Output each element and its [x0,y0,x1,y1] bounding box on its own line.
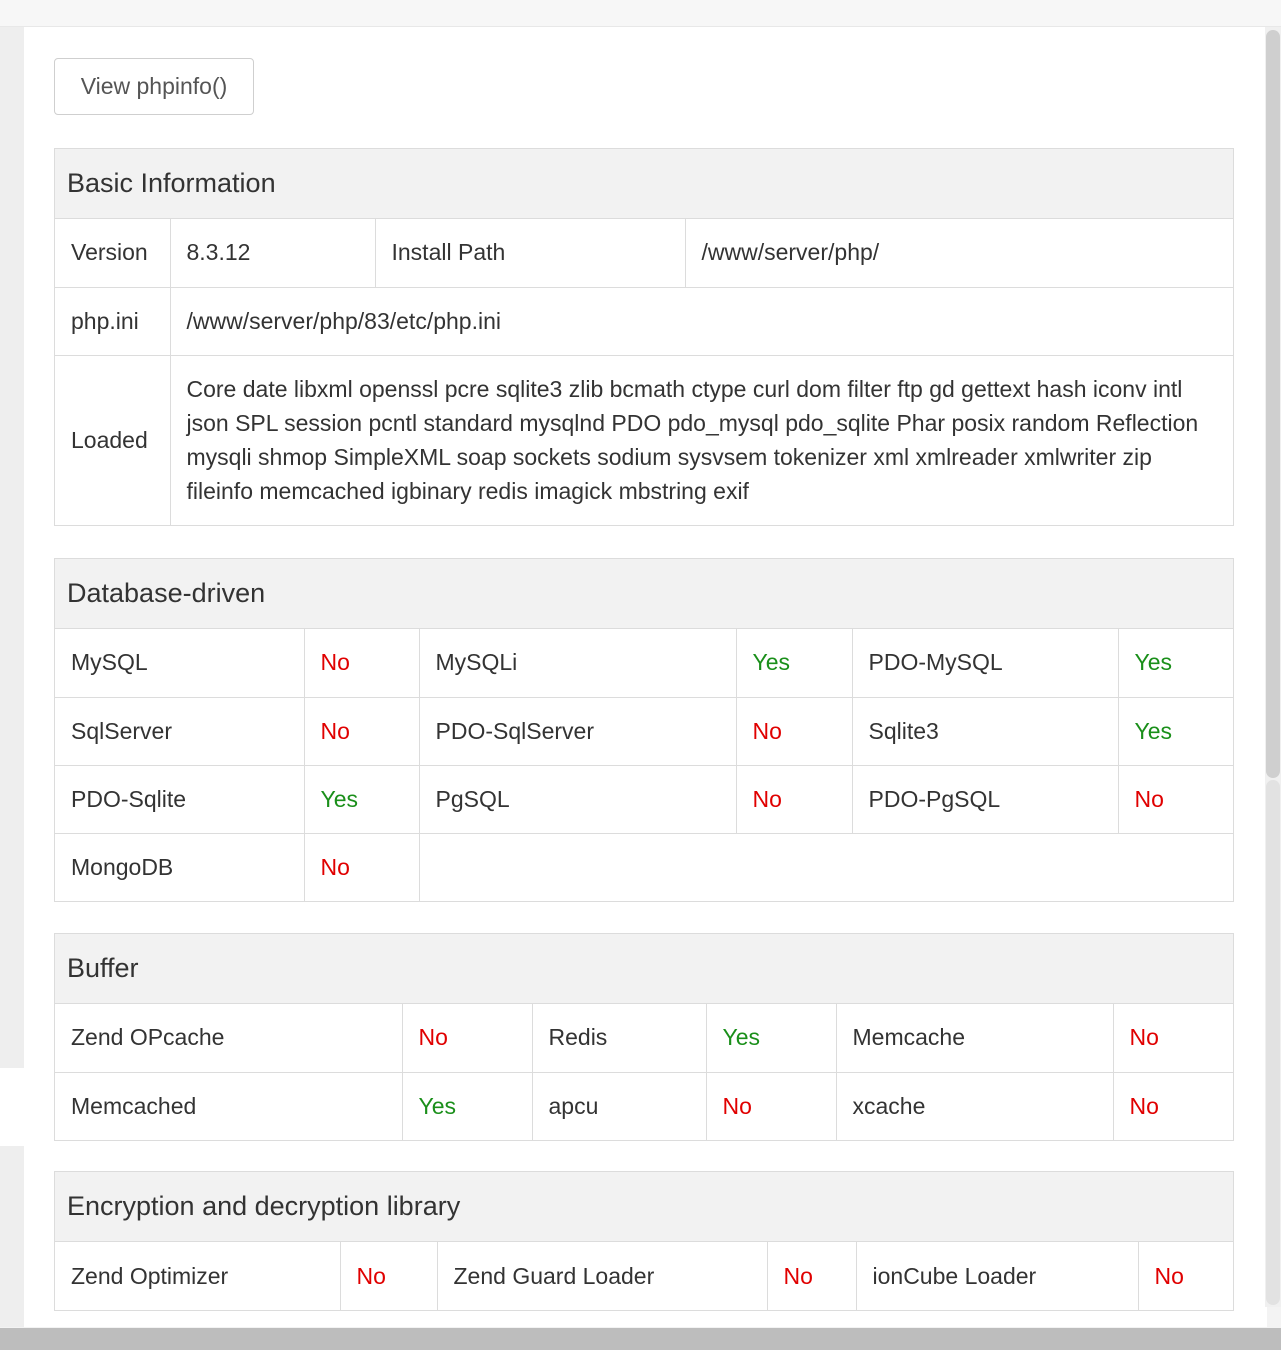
ext-status: Yes [304,765,419,833]
ext-name: MongoDB [55,833,304,901]
install-path-value: /www/server/php/ [685,219,1233,287]
scrollbar-track-lower [1266,780,1280,1305]
ext-name: PgSQL [419,765,736,833]
ext-status: No [1113,1004,1233,1072]
section-title: Basic Information [55,149,1233,219]
basic-info-table [55,219,1233,525]
ext-status: No [304,629,419,697]
ext-name: SqlServer [55,697,304,765]
ext-name: apcu [532,1072,706,1140]
phpini-value: /www/server/php/83/etc/php.ini [170,287,1233,355]
ext-status: No [767,1242,856,1310]
empty-cell [419,833,1233,901]
ext-name: PDO-SqlServer [419,697,736,765]
basic-information-section [54,148,1234,526]
table-row [55,629,1233,697]
ext-name: Zend OPcache [55,1004,402,1072]
version-value: 8.3.12 [170,219,375,287]
ext-name: MySQL [55,629,304,697]
ext-status: No [304,697,419,765]
encryption-table [55,1242,1233,1310]
ext-name: Memcached [55,1072,402,1140]
ext-name: Sqlite3 [852,697,1118,765]
ext-name: PDO-MySQL [852,629,1118,697]
left-gutter-gap [0,1068,24,1146]
section-title: Encryption and decryption library [55,1172,1233,1242]
ext-status: No [1154,1262,1184,1289]
ext-status: No [1118,765,1233,833]
ext-status: Yes [1118,629,1233,697]
table-row [55,355,1233,525]
encryption-library-section [54,1171,1234,1311]
table-row [55,287,1233,355]
ext-status: No [706,1072,836,1140]
view-phpinfo-button[interactable]: View phpinfo() [54,58,254,115]
ext-name: Redis [532,1004,706,1072]
scrollbar-thumb[interactable] [1266,30,1280,778]
section-title: Database-driven [55,559,1233,629]
ext-status: Yes [736,629,852,697]
ext-name: MySQLi [419,629,736,697]
php-info-panel [24,27,1267,1327]
version-label: Version [55,219,170,287]
buffer-table [55,1004,1233,1140]
section-title: Buffer [55,934,1233,1004]
table-row [55,1242,1233,1310]
ext-status: Yes [1118,697,1233,765]
top-bar [0,0,1281,27]
table-row [55,697,1233,765]
table-row [55,1004,1233,1072]
ext-status: No [340,1242,437,1310]
table-row [55,1072,1233,1140]
table-row [55,765,1233,833]
ext-name: ionCube Loader [856,1242,1138,1310]
loaded-extensions: Core date libxml openssl pcre sqlite3 zlib bcmath ctype curl dom filter ftp gd gettext hash iconv intl json SPL session pcntl standard mysqlnd PDO pdo_mysql pdo_sqlite Phar posix random Reflection mysqli shmop SimpleXML soap sockets sodium sysvsem tokenizer xml xmlreader xmlwriter zip fileinfo memcached igbinary redis imagick mbstring exif [186,376,1199,505]
database-table [55,629,1233,901]
ext-status: No [402,1004,532,1072]
database-driven-section [54,558,1234,902]
ext-name: Zend Optimizer [55,1242,340,1310]
ext-name: Memcache [836,1004,1113,1072]
ext-name: xcache [836,1072,1113,1140]
ext-status: No [304,833,419,901]
table-row [55,833,1233,901]
ext-status: No [736,697,852,765]
ext-status: No [736,765,852,833]
loaded-label: Loaded [55,355,170,525]
ext-status: Yes [706,1004,836,1072]
ext-status: No [1129,1092,1159,1119]
ext-name: Zend Guard Loader [437,1242,767,1310]
phpini-label: php.ini [55,287,170,355]
buffer-section [54,933,1234,1141]
ext-name: PDO-Sqlite [55,765,304,833]
bottom-bar [0,1328,1281,1350]
ext-name: PDO-PgSQL [852,765,1118,833]
table-row [55,219,1233,287]
install-path-label: Install Path [375,219,685,287]
ext-status: Yes [402,1072,532,1140]
